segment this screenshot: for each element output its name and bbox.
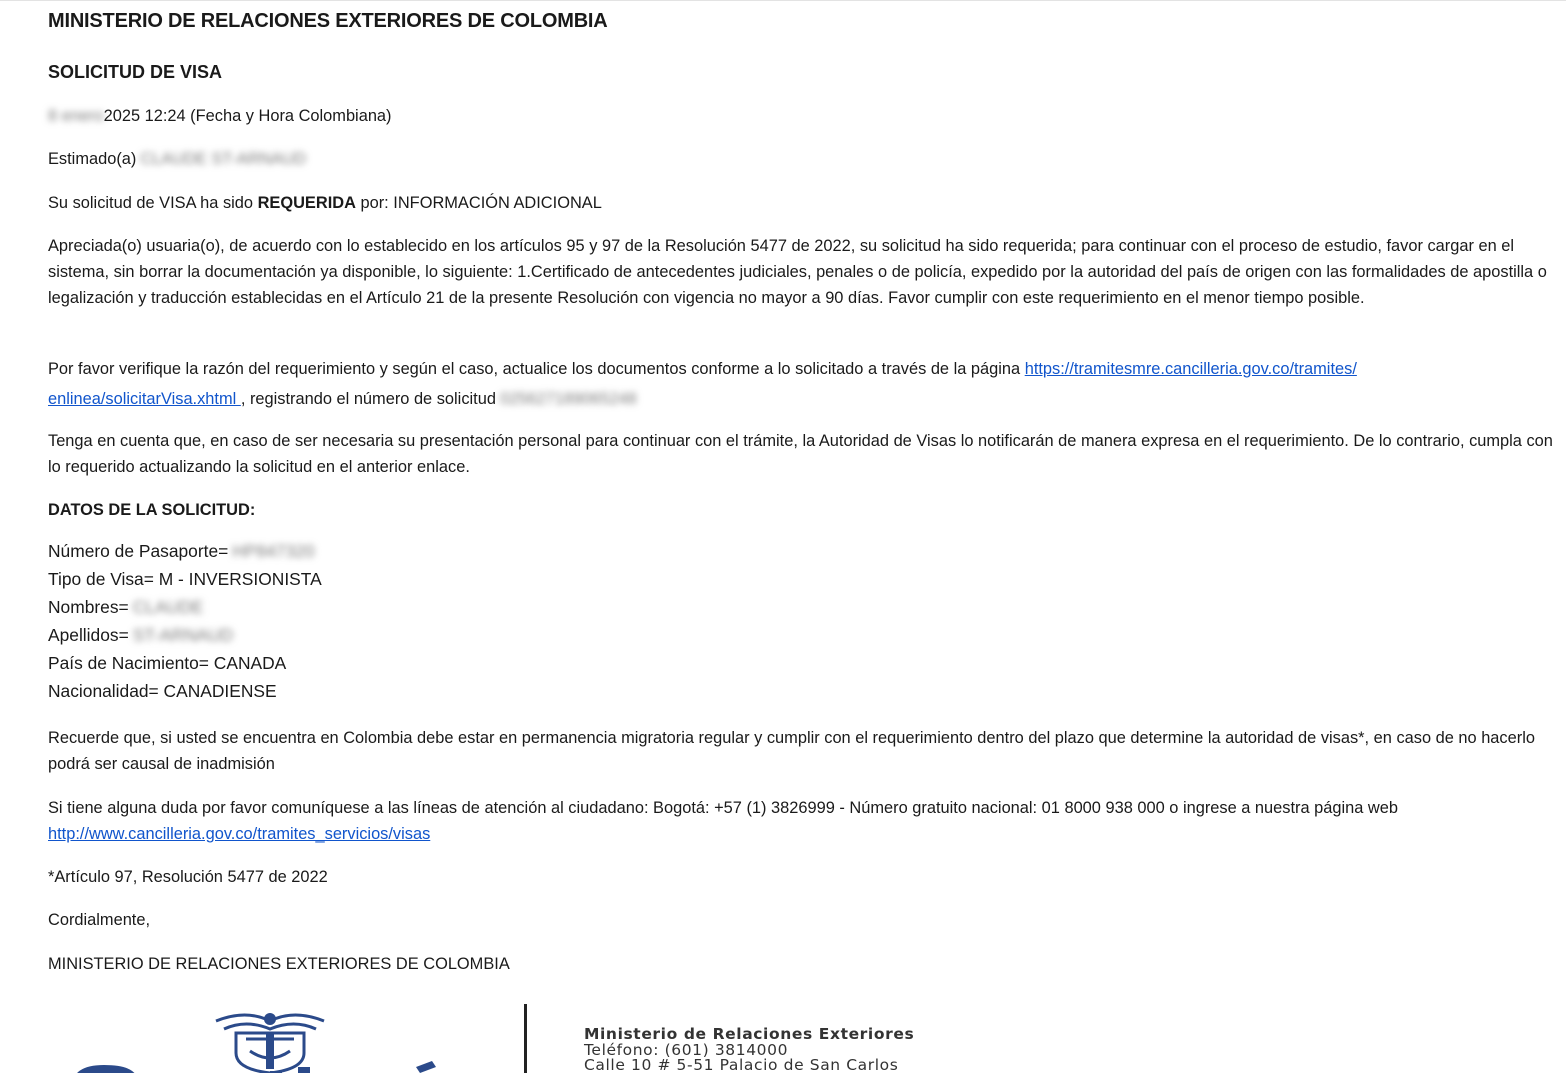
org-title: MINISTERIO DE RELACIONES EXTERIORES DE COLOMBIA [48, 10, 608, 32]
greeting-line [48, 146, 306, 172]
status-suffix: por: INFORMACIÓN ADICIONAL [355, 194, 602, 212]
status-prefix: Su solicitud de VISA ha sido [48, 194, 258, 212]
verify-prefix: Por favor verifique la razón del requerimiento y según el caso, actualice los documentos conforme a lo solicitado a través de la página [48, 360, 1025, 378]
footer-contact-name: Ministerio de Relaciones Exteriores [584, 1025, 915, 1043]
cancilleria-visas-link[interactable]: http://www.cancilleria.gov.co/tramites_servicios/visas [48, 825, 431, 843]
cancilleria-logo-icon [60, 1057, 440, 1073]
footer-contact-phone: Teléfono: (601) 3814000 [584, 1040, 789, 1059]
reminder-paragraph: Recuerde que, si usted se encuentra en Colombia debe estar en permanencia migratoria regular y cumplir con el requerimiento dentro del plazo que determine la autoridad de visas*, en caso de no hacerlo podrá ser causal de inadmisión [48, 729, 1535, 773]
birth-country-value: CANADA [208, 653, 287, 673]
date-text: 2025 12:24 (Fecha y Hora Colombiana) [103, 107, 392, 125]
visa-type-value: M - INVERSIONISTA [153, 569, 322, 589]
footer-divider [524, 1004, 527, 1073]
presentation-paragraph: Tenga en cuenta que, en caso de ser necesaria su presentación personal para continuar con el trámite, la Autoridad de Visas lo notificarán de manera expresa en el requerimiento. De lo contrario, cumpla con lo requerido actualizando la solicitud en el anterior enlace. [48, 432, 1553, 476]
field-passport [48, 541, 315, 562]
birth-country-label: País de Nacimiento= [48, 653, 209, 673]
redacted-recipient-name: CLAUDE ST-ARNAUD [140, 150, 307, 168]
field-nationality [48, 681, 277, 702]
contact-text: Si tiene alguna duda por favor comuníquese a las líneas de atención al ciudadano: Bogotá: +57 (1) 3826999 - Número gratuito nacional: 01 8000 938 000 o ingrese a nuestra página web [48, 799, 1398, 817]
surnames-label: Apellidos= [48, 625, 129, 645]
status-line [48, 190, 602, 216]
signature: MINISTERIO DE RELACIONES EXTERIORES DE COLOMBIA [48, 955, 510, 973]
date-line [48, 103, 392, 129]
footer-contact-address: Calle 10 # 5-51 Palacio de San Carlos [584, 1056, 899, 1073]
redacted-surnames: ST-ARNAUD [132, 625, 234, 645]
redacted-passport-number: HP847320 [232, 541, 315, 561]
redacted-names: CLAUDE [132, 597, 204, 617]
email-subject: SOLICITUD DE VISA [48, 62, 223, 82]
footnote: *Artículo 97, Resolución 5477 de 2022 [48, 868, 328, 886]
greeting-prefix: Estimado(a) [48, 150, 137, 168]
nationality-value: CANADIENSE [158, 681, 277, 701]
field-surnames [48, 625, 233, 646]
requirement-paragraph: Apreciada(o) usuaria(o), de acuerdo con lo establecido en los artículos 95 y 97 de la Resolución 5477 de 2022, su solicitud ha sido requerida; para continuar con el proceso de estudio, favor cargar en el sistema, sin borrar la documentación ya disponible, lo siguiente: 1.Certificado de antecedentes judiciales, penales o de policía, expedido por la autoridad del país de origen con las formalidades de apostilla o legalización y traducción establecidas en el Artículo 21 de la presente Resolución con vigencia no mayor a 90 días. Favor cumplir con este requerimiento en el menor tiempo posible. [48, 237, 1547, 307]
verify-paragraph [48, 354, 1560, 414]
redacted-request-number: 025627189065248 [499, 390, 637, 408]
redacted-date: 8 enero [48, 107, 104, 125]
field-names [48, 597, 203, 618]
field-birth-country [48, 653, 286, 674]
contact-paragraph [48, 795, 1560, 847]
visa-type-label: Tipo de Visa= [48, 569, 154, 589]
data-heading: DATOS DE LA SOLICITUD: [48, 501, 256, 519]
status-bold: REQUERIDA [257, 194, 356, 212]
email-footer [0, 1001, 1566, 1073]
names-label: Nombres= [48, 597, 129, 617]
footer-contact [584, 1027, 914, 1073]
verify-suffix: , registrando el número de solicitud [240, 390, 496, 408]
closing: Cordialmente, [48, 911, 151, 929]
field-visa-type [48, 569, 322, 590]
visa-portal-link[interactable]: https://tramitesmre.cancilleria.gov.co/tramites/ enlinea/solicitarVisa.xhtml [48, 360, 1357, 408]
passport-label: Número de Pasaporte= [48, 541, 229, 561]
nationality-label: Nacionalidad= [48, 681, 159, 701]
